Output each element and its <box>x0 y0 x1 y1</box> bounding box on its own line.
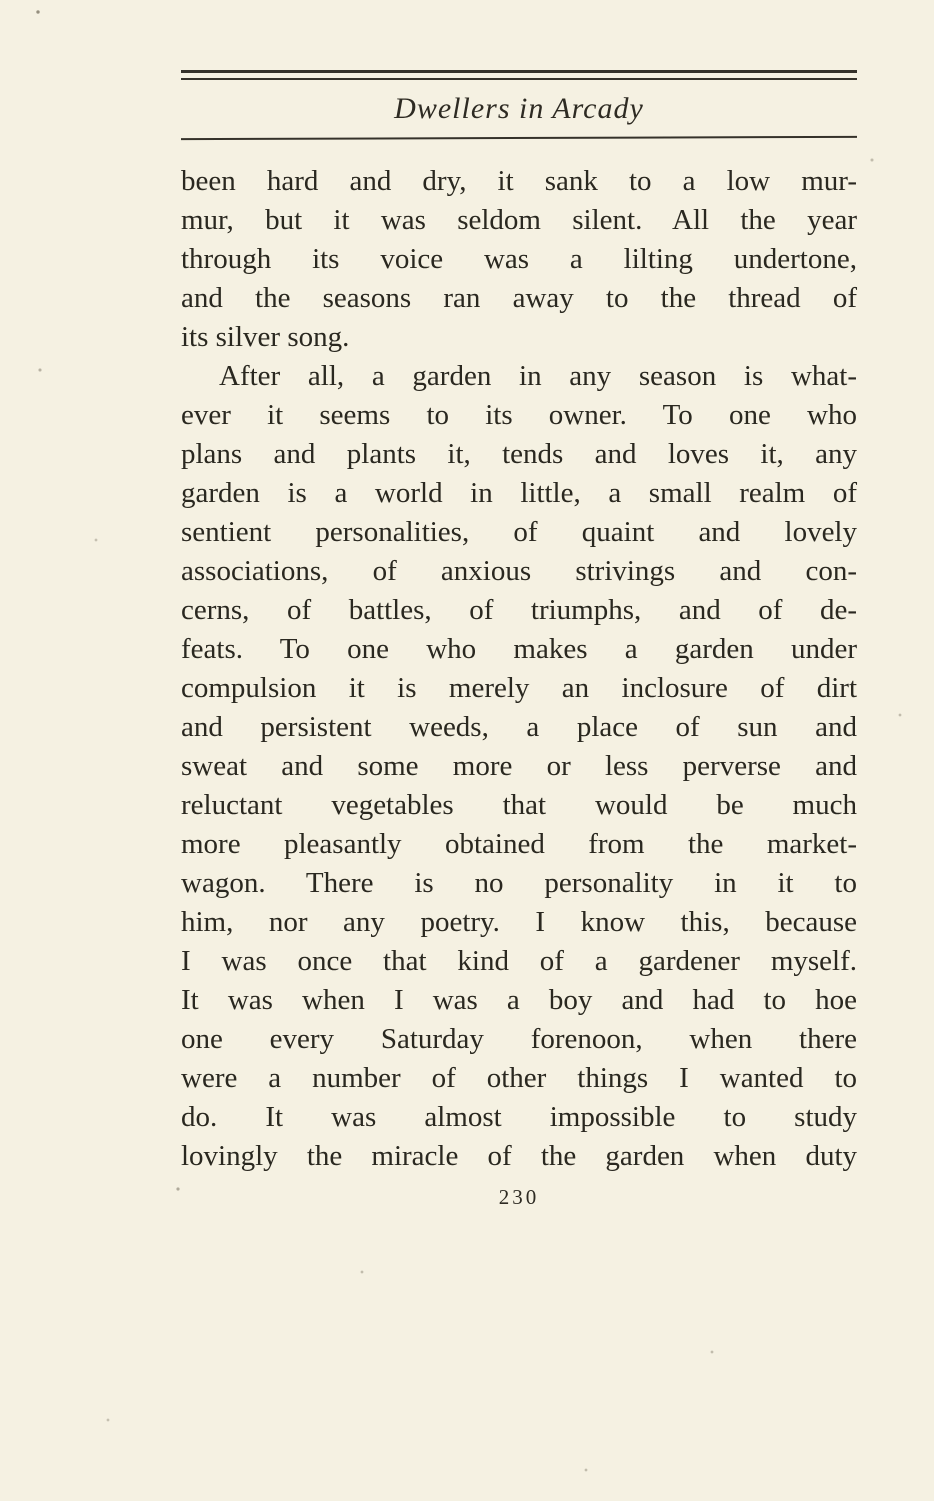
text-line: been hard and dry, it sank to a low mur- <box>181 165 857 197</box>
text-line: and the seasons ran away to the thread of <box>181 282 857 314</box>
page-number: 230 <box>498 1185 540 1209</box>
text-line: its silver song. <box>181 321 350 353</box>
text-line: one every Saturday forenoon, when there <box>181 1023 857 1055</box>
text-line: wagon. There is no personality in it to <box>181 867 857 899</box>
page-body <box>181 162 857 1176</box>
text-line: It was when I was a boy and had to hoe <box>181 984 857 1016</box>
text-line: him, nor any poetry. I know this, because <box>181 906 857 938</box>
paragraph <box>181 357 857 1176</box>
text-line: plans and plants it, tends and loves it, any <box>181 438 857 470</box>
text-line: mur, but it was seldom silent. All the year <box>181 204 857 236</box>
text-line: ever it seems to its owner. To one who <box>181 399 857 431</box>
text-line: more pleasantly obtained from the market- <box>181 828 857 860</box>
text-line: garden is a world in little, a small realm of <box>181 477 857 509</box>
text-line: compulsion it is merely an inclosure of dirt <box>181 672 857 704</box>
top-rule-thin <box>181 78 857 80</box>
text-line: feats. To one who makes a garden under <box>181 633 857 665</box>
text-line: and persistent weeds, a place of sun and <box>181 711 857 743</box>
text-line: through its voice was a lilting undertone, <box>181 243 857 275</box>
running-head-title: Dwellers in Arcady <box>394 92 644 125</box>
text-line: sentient personalities, of quaint and lovely <box>181 516 857 548</box>
running-head-underline <box>181 136 857 140</box>
text-line: do. It was almost impossible to study <box>181 1101 857 1133</box>
text-line: I was once that kind of a gardener myself. <box>181 945 857 977</box>
paragraph <box>181 162 857 357</box>
text-line: cerns, of battles, of triumphs, and of de- <box>181 594 857 626</box>
text-line: After all, a garden in any season is what- <box>219 360 857 392</box>
text-line: lovingly the miracle of the garden when duty <box>181 1140 857 1172</box>
text-line: sweat and some more or less perverse and <box>181 750 857 782</box>
page-content <box>181 70 857 1210</box>
top-rule-thick <box>181 70 857 73</box>
text-line: reluctant vegetables that would be much <box>181 789 857 821</box>
text-line: were a number of other things I wanted to <box>181 1062 857 1094</box>
text-line: associations, of anxious strivings and con- <box>181 555 857 587</box>
top-double-rule <box>181 70 857 80</box>
